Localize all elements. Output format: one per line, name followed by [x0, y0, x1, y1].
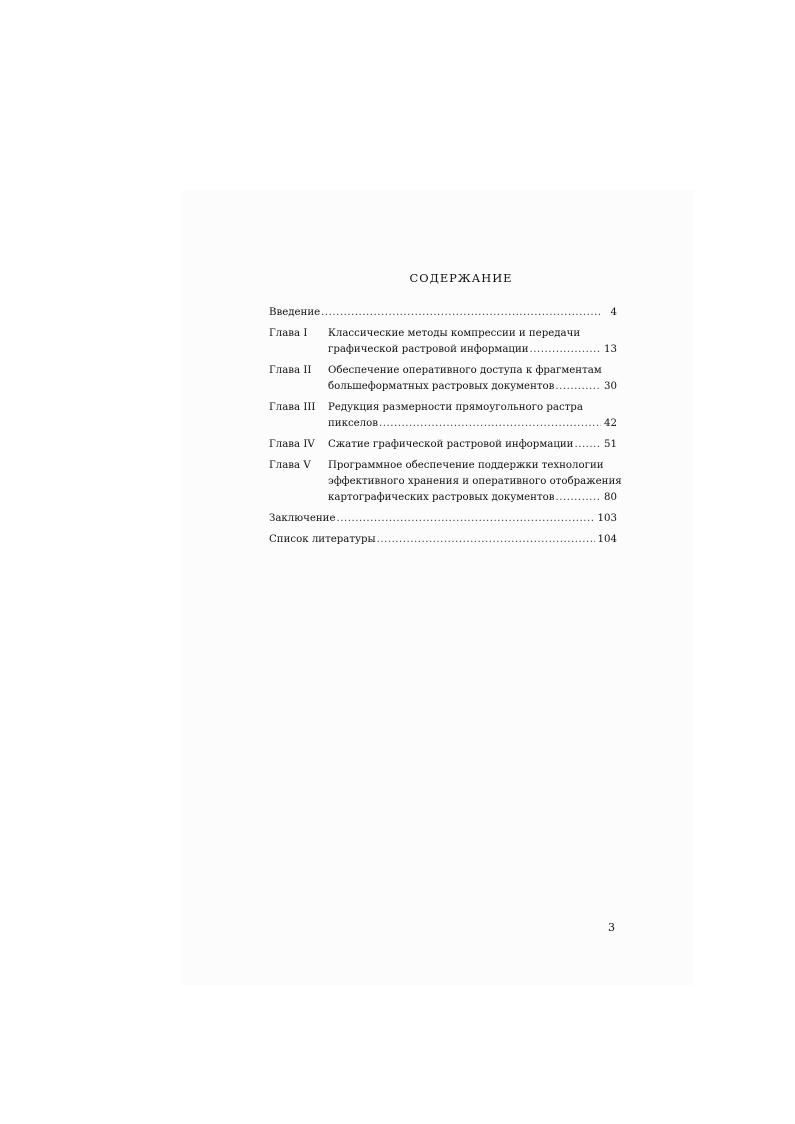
chapter-label: Глава II — [269, 365, 312, 376]
dot-leader — [377, 532, 595, 548]
chapter-title-line: картографических растровых документов — [328, 492, 555, 503]
toc-entry-label: Введение — [269, 307, 321, 318]
toc-entry-chapter-5[interactable] — [269, 458, 622, 506]
dot-leader — [555, 490, 601, 506]
dot-leader — [337, 511, 595, 527]
chapter-title-line: Классические методы компрессии и передачи — [328, 328, 581, 339]
toc-entry-page: 104 — [597, 534, 617, 545]
dot-leader — [321, 305, 602, 321]
toc-entry-label: Список литературы — [269, 534, 376, 545]
toc-entry-page: 80 — [604, 492, 617, 503]
chapter-title-line: Обеспечение оперативного доступа к фрагментам — [328, 365, 602, 376]
toc-entry-chapter-1[interactable] — [269, 326, 617, 358]
chapter-title — [328, 458, 622, 506]
toc-entry-page: 103 — [597, 513, 617, 524]
toc-entry-page: 13 — [604, 344, 617, 355]
toc-entry-conclusion[interactable] — [269, 511, 617, 527]
toc-entry-page: 30 — [604, 381, 617, 392]
chapter-title-last-line — [328, 342, 617, 358]
toc-entry-chapter-3[interactable] — [269, 400, 617, 432]
chapter-label: Глава I — [269, 328, 308, 339]
chapter-title-line: Программное обеспечение поддержки технологии — [328, 460, 604, 471]
chapter-title-last-line — [328, 490, 617, 506]
dot-leader — [530, 342, 602, 358]
chapter-title-last-line — [328, 437, 617, 453]
chapter-label: Глава III — [269, 402, 316, 413]
toc-entry-label: Заключение — [269, 513, 336, 524]
page-number: 3 — [608, 921, 615, 934]
table-of-contents — [269, 270, 622, 553]
chapter-title-last-line — [328, 379, 617, 395]
dot-leader — [574, 437, 601, 453]
toc-title: СОДЕРЖАНИЕ — [409, 271, 513, 285]
toc-entry-page: 51 — [604, 439, 617, 450]
chapter-title-line: эффективного хранения и оперативного отображения — [328, 476, 622, 487]
toc-entry-page: 4 — [610, 307, 617, 318]
toc-entry-page: 42 — [604, 418, 617, 429]
chapter-title-last-line — [328, 416, 617, 432]
chapter-title-line: пикселов — [328, 418, 379, 429]
chapter-title-line: большеформатных растровых документов — [328, 381, 555, 392]
toc-entry-bibliography[interactable] — [269, 532, 617, 548]
chapter-title-line: Сжатие графической растровой информации — [328, 439, 574, 450]
toc-entry-intro[interactable] — [269, 305, 617, 321]
chapter-title — [328, 437, 617, 453]
chapter-label: Глава IV — [269, 439, 315, 450]
dot-leader — [379, 416, 601, 432]
dot-leader — [555, 379, 601, 395]
chapter-title — [328, 363, 617, 395]
toc-entry-chapter-2[interactable] — [269, 363, 617, 395]
chapter-title — [328, 400, 617, 432]
chapter-title — [328, 326, 617, 358]
chapter-title-line: графической растровой информации — [328, 344, 529, 355]
chapter-label: Глава V — [269, 460, 311, 471]
toc-entry-chapter-4[interactable] — [269, 437, 617, 453]
chapter-title-line: Редукция размерности прямоугольного растра — [328, 402, 583, 413]
